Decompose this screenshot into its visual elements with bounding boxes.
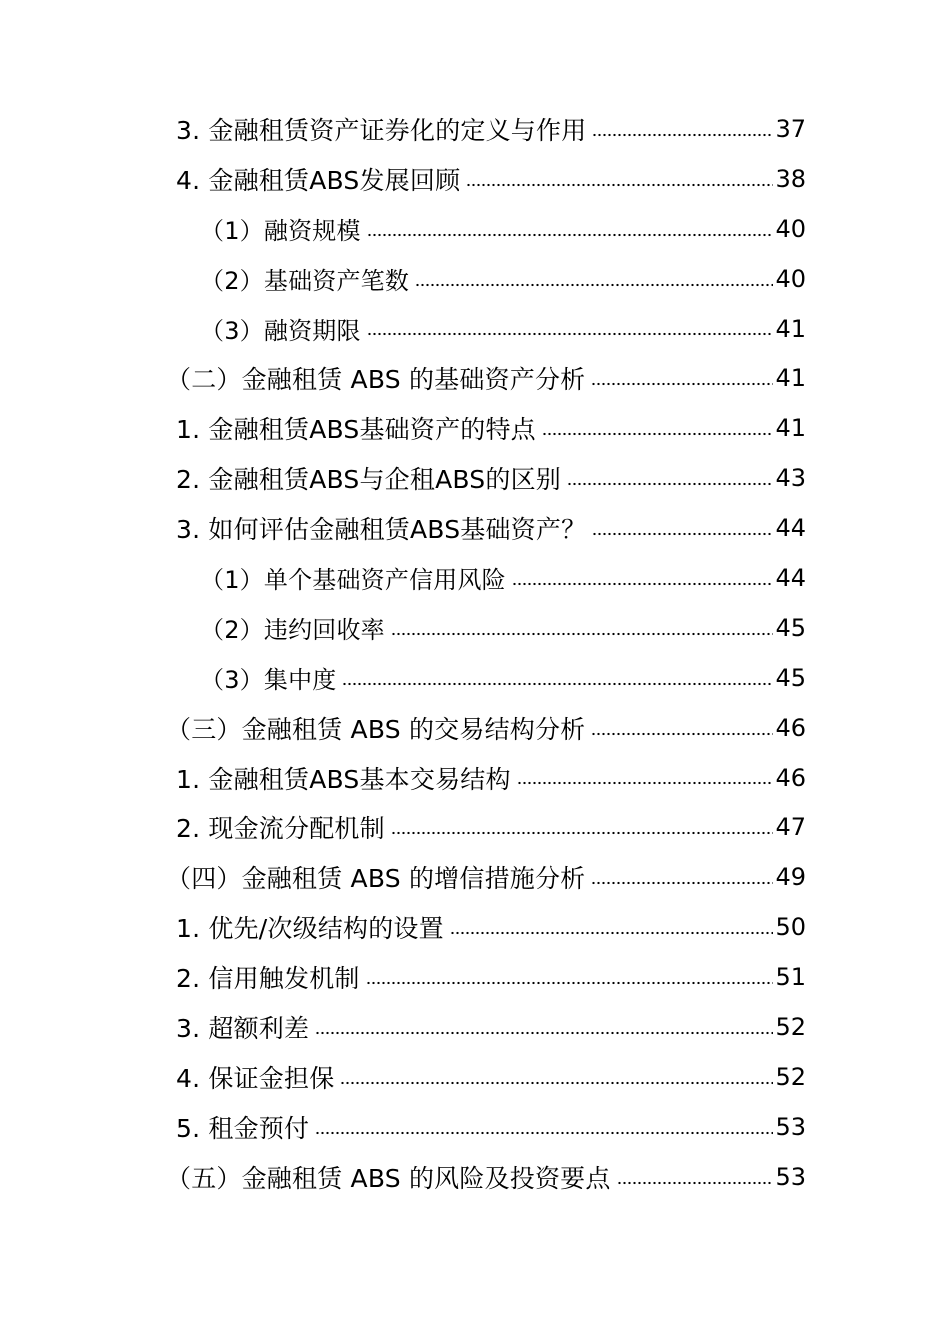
toc-entry-page-number: 37 bbox=[775, 114, 806, 143]
toc-entry-line bbox=[200, 603, 806, 653]
toc-entry-title: （二）金融租赁 ABS 的基础资产分析 bbox=[166, 365, 586, 395]
toc-entry[interactable] bbox=[0, 453, 950, 503]
toc-entry-title: （三）金融租赁 ABS 的交易结构分析 bbox=[166, 714, 586, 744]
dot-leader bbox=[366, 976, 774, 990]
toc-entry-line bbox=[176, 753, 806, 803]
toc-entry-title: 3. 超额利差 bbox=[176, 1013, 310, 1043]
toc-entry-title: 1. 金融租赁ABS基本交易结构 bbox=[176, 764, 511, 794]
toc-entry-page-number: 41 bbox=[775, 364, 806, 393]
toc-entry[interactable] bbox=[0, 902, 950, 952]
toc-entry-page-number: 45 bbox=[775, 663, 806, 692]
toc-entry-line bbox=[176, 104, 806, 154]
dot-leader bbox=[591, 727, 773, 741]
toc-entry[interactable] bbox=[0, 852, 950, 902]
toc-entry[interactable] bbox=[0, 204, 950, 254]
toc-entry-line bbox=[176, 1002, 806, 1052]
toc-entry-title: （2）基础资产笔数 bbox=[200, 267, 410, 296]
toc-entry-line bbox=[176, 802, 806, 852]
toc-entry-title: （五）金融租赁 ABS 的风险及投资要点 bbox=[166, 1163, 611, 1193]
toc-entry-line bbox=[166, 1152, 806, 1202]
dot-leader bbox=[367, 228, 774, 242]
toc-entry[interactable] bbox=[0, 703, 950, 753]
toc-entry-line bbox=[176, 952, 806, 1002]
toc-entry[interactable] bbox=[0, 503, 950, 553]
toc-entry-line bbox=[200, 204, 806, 254]
dot-leader bbox=[591, 876, 773, 890]
dot-leader bbox=[340, 1076, 773, 1090]
toc-entry-line bbox=[166, 353, 806, 403]
dot-leader bbox=[391, 826, 774, 840]
toc-entry-line bbox=[200, 653, 806, 703]
toc-entry-title: 4. 金融租赁ABS发展回顾 bbox=[176, 165, 461, 195]
dot-leader bbox=[367, 327, 774, 341]
dot-leader bbox=[592, 527, 773, 541]
toc-entry-page-number: 50 bbox=[775, 913, 806, 942]
toc-entry-page-number: 47 bbox=[775, 813, 806, 842]
toc-entry-page-number: 44 bbox=[775, 514, 806, 543]
toc-entry-page-number: 44 bbox=[775, 563, 806, 592]
dot-leader bbox=[517, 776, 774, 790]
dot-leader bbox=[591, 377, 773, 391]
dot-leader bbox=[315, 1026, 773, 1040]
toc-entry-page-number: 43 bbox=[775, 464, 806, 493]
toc-entry-page-number: 38 bbox=[775, 164, 806, 193]
toc-entry[interactable] bbox=[0, 403, 950, 453]
toc-entry-title: 1. 优先/次级结构的设置 bbox=[176, 914, 444, 944]
toc-entry-page-number: 51 bbox=[775, 963, 806, 992]
toc-entry[interactable] bbox=[0, 1102, 950, 1152]
toc-entry-line bbox=[176, 1102, 806, 1152]
toc-entry-title: 2. 金融租赁ABS与企租ABS的区别 bbox=[176, 465, 561, 495]
toc-entry-page-number: 46 bbox=[775, 763, 806, 792]
toc-entry-title: 1. 金融租赁ABS基础资产的特点 bbox=[176, 415, 536, 445]
toc-entry[interactable] bbox=[0, 353, 950, 403]
toc-entry[interactable] bbox=[0, 753, 950, 803]
toc-entry-line bbox=[176, 902, 806, 952]
dot-leader bbox=[342, 677, 773, 691]
toc-entry-page-number: 40 bbox=[775, 264, 806, 293]
toc-entry[interactable] bbox=[0, 154, 950, 204]
toc-entry-title: 4. 保证金担保 bbox=[176, 1063, 335, 1093]
toc-entry-title: （1）融资规模 bbox=[200, 217, 361, 246]
toc-entry[interactable] bbox=[0, 1002, 950, 1052]
toc-entry-title: （1）单个基础资产信用风险 bbox=[200, 566, 506, 595]
dot-leader bbox=[542, 427, 774, 441]
toc-entry[interactable] bbox=[0, 802, 950, 852]
toc-entry-line bbox=[200, 254, 806, 304]
dot-leader bbox=[592, 128, 773, 142]
table-of-contents bbox=[0, 104, 950, 1202]
toc-entry[interactable] bbox=[0, 553, 950, 603]
toc-entry-line bbox=[176, 1052, 806, 1102]
toc-entry-line bbox=[200, 304, 806, 354]
toc-entry-title: 3. 如何评估金融租赁ABS基础资产？ bbox=[176, 515, 587, 545]
toc-entry[interactable] bbox=[0, 1152, 950, 1202]
toc-entry-title: （2）违约回收率 bbox=[200, 616, 385, 645]
toc-entry[interactable] bbox=[0, 653, 950, 703]
toc-entry[interactable] bbox=[0, 304, 950, 354]
toc-entry-title: 2. 现金流分配机制 bbox=[176, 814, 385, 844]
toc-entry-line bbox=[176, 453, 806, 503]
toc-entry[interactable] bbox=[0, 104, 950, 154]
toc-entry-title: （3）集中度 bbox=[200, 666, 337, 695]
toc-entry-line bbox=[200, 553, 806, 603]
toc-entry-page-number: 49 bbox=[775, 863, 806, 892]
toc-entry-title: （四）金融租赁 ABS 的增信措施分析 bbox=[166, 864, 586, 894]
toc-entry-title: （3）融资期限 bbox=[200, 317, 361, 345]
toc-entry-page-number: 40 bbox=[775, 214, 806, 243]
dot-leader bbox=[415, 278, 773, 292]
dot-leader bbox=[391, 627, 774, 641]
toc-entry[interactable] bbox=[0, 1052, 950, 1102]
toc-entry-line bbox=[176, 503, 806, 553]
toc-entry-title: 5. 租金预付 bbox=[176, 1113, 310, 1143]
toc-entry-page-number: 52 bbox=[775, 1012, 806, 1041]
toc-entry-page-number: 53 bbox=[775, 1112, 806, 1141]
dot-leader bbox=[617, 1176, 774, 1190]
toc-entry-page-number: 45 bbox=[775, 613, 806, 642]
toc-entry-page-number: 52 bbox=[775, 1062, 806, 1091]
dot-leader bbox=[512, 577, 774, 591]
toc-entry-title: 2. 信用触发机制 bbox=[176, 964, 360, 994]
toc-entry-line bbox=[176, 403, 806, 453]
toc-entry-line bbox=[176, 154, 806, 204]
toc-entry[interactable] bbox=[0, 603, 950, 653]
toc-entry-line bbox=[166, 852, 806, 902]
toc-entry-page-number: 41 bbox=[775, 314, 806, 343]
toc-entry-page-number: 46 bbox=[775, 713, 806, 742]
dot-leader bbox=[466, 178, 773, 192]
toc-entry-page-number: 53 bbox=[775, 1162, 806, 1191]
toc-entry[interactable] bbox=[0, 952, 950, 1002]
dot-leader bbox=[315, 1126, 773, 1140]
toc-entry-page-number: 41 bbox=[775, 414, 806, 443]
toc-entry[interactable] bbox=[0, 254, 950, 304]
toc-entry-title: 3. 金融租赁资产证券化的定义与作用 bbox=[176, 115, 587, 145]
dot-leader bbox=[450, 926, 774, 940]
dot-leader bbox=[567, 477, 773, 491]
toc-entry-line bbox=[166, 703, 806, 753]
